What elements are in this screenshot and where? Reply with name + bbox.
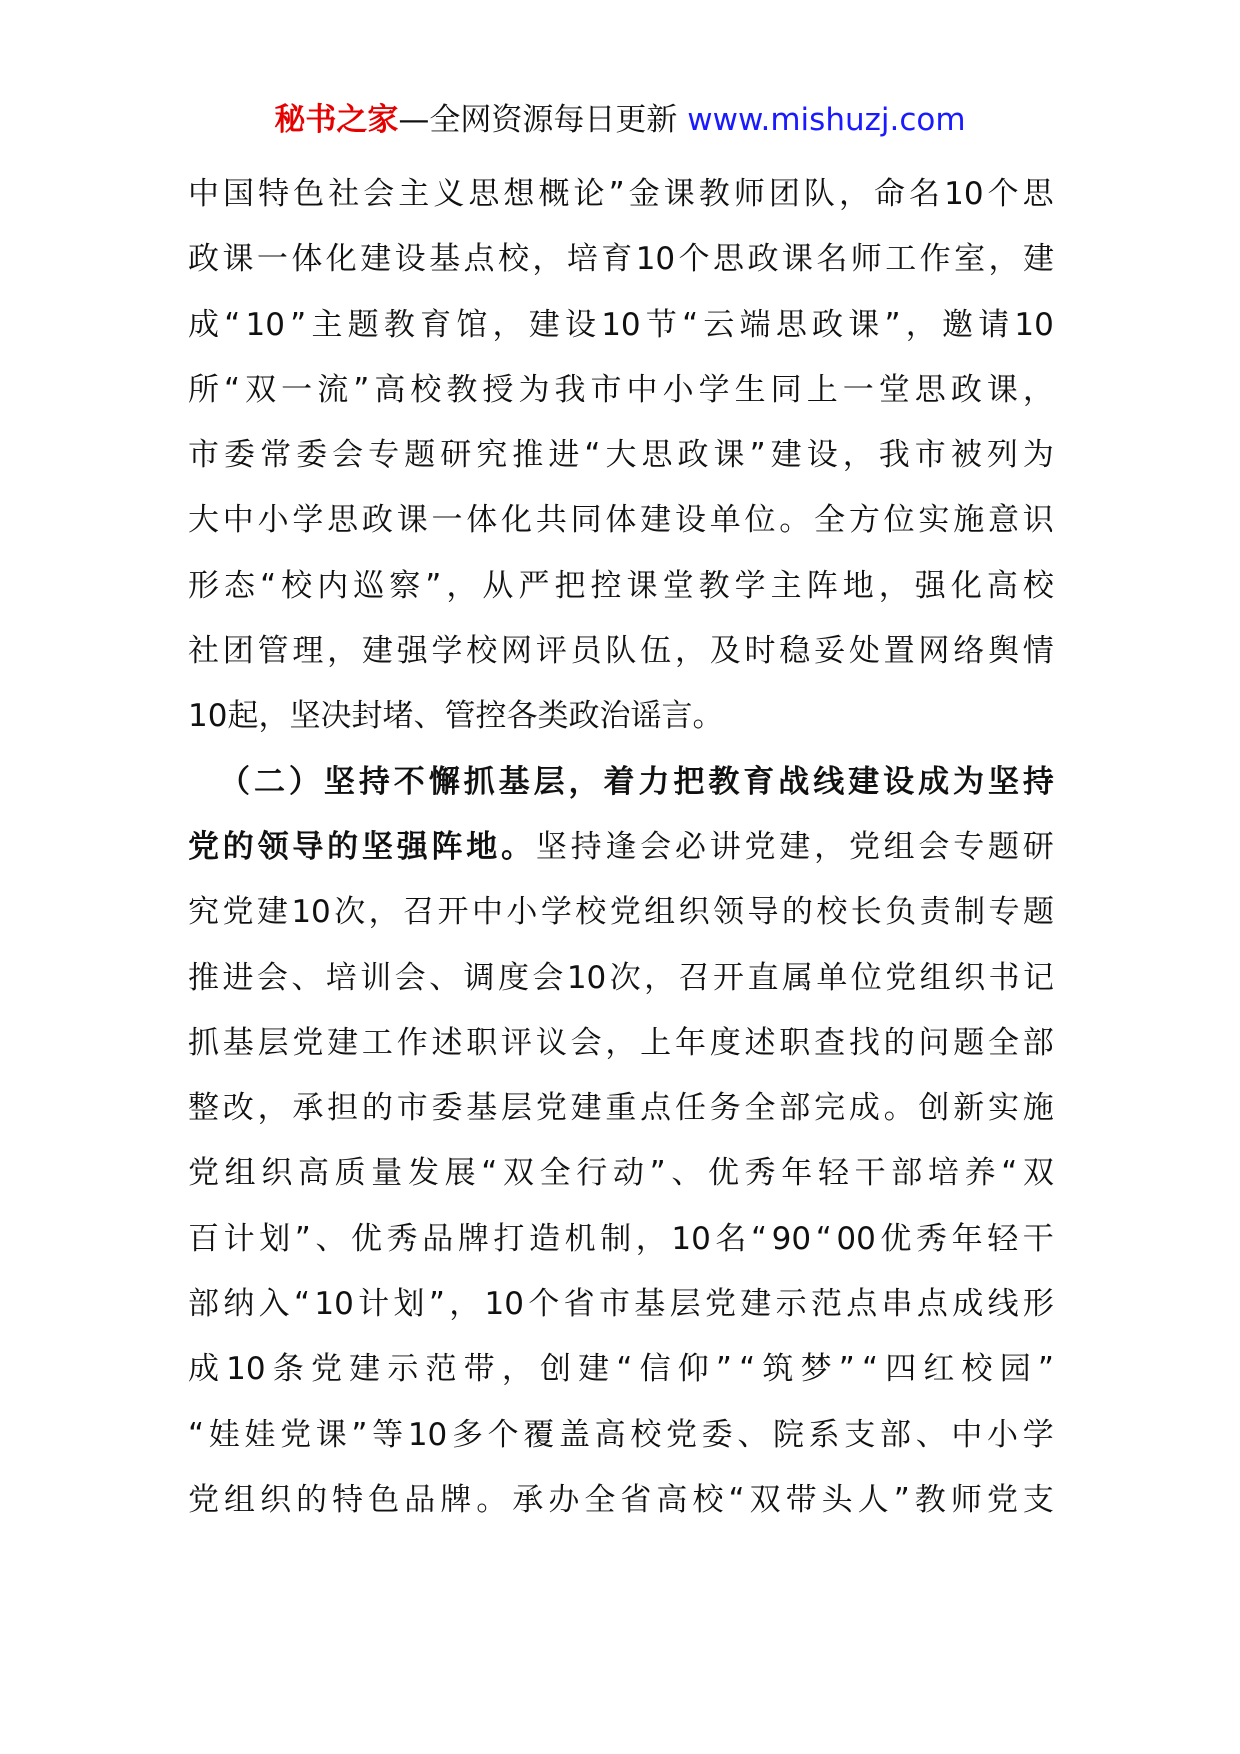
text-run: ， <box>814 828 846 865</box>
section-heading-end: 领 <box>257 828 289 865</box>
text-line: 整 改 ， 承 担 的 市 委 基 层 党 建 重 点 任 务 全 部 完 成 。 创 新 实 施 <box>188 1090 1054 1127</box>
paragraph-1 <box>188 162 1054 750</box>
text-run: 必 <box>674 828 706 865</box>
section-heading-end: 地 <box>466 828 498 865</box>
section-heading-line: （ 二 ） 坚 持 不 懈 抓 基 层 ， 着 力 把 教 育 战 线 建 设 成 为 坚 持 <box>219 763 1054 800</box>
text-run: 研 <box>1022 828 1054 865</box>
text-line: 政 课 一 体 化 建 设 基 点 校 ， 培 育 10 个 思 政 课 名 师 工 作 室 ， 建 <box>188 241 1054 278</box>
text-line: 究 党 建 10 次 ， 召 开 中 小 学 校 党 组 织 领 导 的 校 长 负 责 制 专 题 <box>188 894 1054 931</box>
text-line: 大 中 小 学 思 政 课 一 体 化 共 同 体 建 设 单 位 。 全 方 位 实 施 意 识 <box>188 502 1054 539</box>
text-run: 专 <box>953 828 985 865</box>
section-heading-end: 导 <box>292 828 324 865</box>
site-url-link[interactable]: www.mishuzj.com <box>687 102 966 138</box>
text-line: 中 国 特 色 社 会 主 义 思 想 概 论 ” 金 课 教 师 团 队 ， 命 名 10 个 思 <box>188 176 1054 212</box>
text-run: 题 <box>987 828 1019 865</box>
text-line: 形 态 “ 校 内 巡 察 ” ， 从 严 把 控 课 堂 教 学 主 阵 地 ， 强 化 高 校 <box>188 567 1054 604</box>
text-line: “ 娃 娃 党 课 ” 等 10 多 个 覆 盖 高 校 党 委 、 院 系 支 部 、 中 小 学 <box>188 1416 1054 1453</box>
mixed-heading-line <box>188 815 1054 880</box>
text-run: 党 <box>848 828 880 865</box>
text-line: 百 计 划 ” 、 优 秀 品 牌 打 造 机 制 ， 10 名 “ 90 “ 00 优 秀 年 轻 干 <box>188 1220 1054 1257</box>
section-heading-end: 的 <box>327 828 359 865</box>
text-run: 坚 <box>535 828 567 865</box>
text-run: 建 <box>779 828 811 865</box>
text-line: 党 组 织 高 质 量 发 展 “ 双 全 行 动 ” 、 优 秀 年 轻 干 部 培 养 “ 双 <box>188 1155 1054 1192</box>
text-line: 成 “ 10 ” 主 题 教 育 馆 ， 建 设 10 节 “ 云 端 思 政 课 ” ， 邀 请 10 <box>188 306 1054 343</box>
text-line: 市 委 常 委 会 专 题 研 究 推 进 “ 大 思 政 课 ” 建 设 ， 我 市 被 列 为 <box>188 437 1054 474</box>
section-heading-end: 强 <box>396 828 428 865</box>
text-run: 持 <box>570 828 602 865</box>
text-run: 讲 <box>709 828 741 865</box>
text-run: 组 <box>883 828 915 865</box>
site-tagline: —全网资源每日更新 <box>398 102 678 138</box>
text-line: 社 团 管 理 ， 建 强 学 校 网 评 员 队 伍 ， 及 时 稳 妥 处 置 网 络 舆 情 <box>188 633 1054 670</box>
text-line: 党 组 织 的 特 色 品 牌 。 承 办 全 省 高 校 “ 双 带 头 人 ” 教 师 党 支 <box>188 1481 1054 1518</box>
paragraph-2 <box>188 750 1054 1534</box>
site-brand: 秘书之家 <box>274 102 399 138</box>
text-line: 成 10 条 党 建 示 范 带 ， 创 建 “ 信 仰 ” “ 筑 梦 ” “ 四 红 校 园 ” <box>188 1351 1054 1388</box>
document-body <box>188 162 1054 1533</box>
section-heading-end: 。 <box>501 828 533 865</box>
site-header <box>0 100 1240 140</box>
section-heading-end: 的 <box>222 828 254 865</box>
text-line: 所 “ 双 一 流 ” 高 校 教 授 为 我 市 中 小 学 生 同 上 一 堂 思 政 课 ， <box>188 371 1054 408</box>
section-heading-end: 坚 <box>361 828 393 865</box>
text-run: 会 <box>640 828 672 865</box>
text-line: 推 进 会 、 培 训 会 、 调 度 会 10 次 ， 召 开 直 属 单 位 党 组 织 书 记 <box>188 959 1054 996</box>
text-run: 逢 <box>605 828 637 865</box>
text-line: 部 纳 入 “ 10 计 划 ” ， 10 个 省 市 基 层 党 建 示 范 点 串 点 成 线 形 <box>188 1286 1054 1323</box>
section-heading-end: 党 <box>188 828 219 865</box>
text-run: 党 <box>744 828 776 865</box>
text-line: 10起，坚决封堵、管控各类政治谣言。 <box>188 698 724 735</box>
text-line: 抓 基 层 党 建 工 作 述 职 评 议 会 ， 上 年 度 述 职 查 找 的 问 题 全 部 <box>188 1024 1054 1061</box>
section-heading-end: 阵 <box>431 828 463 865</box>
text-run: 会 <box>918 828 950 865</box>
